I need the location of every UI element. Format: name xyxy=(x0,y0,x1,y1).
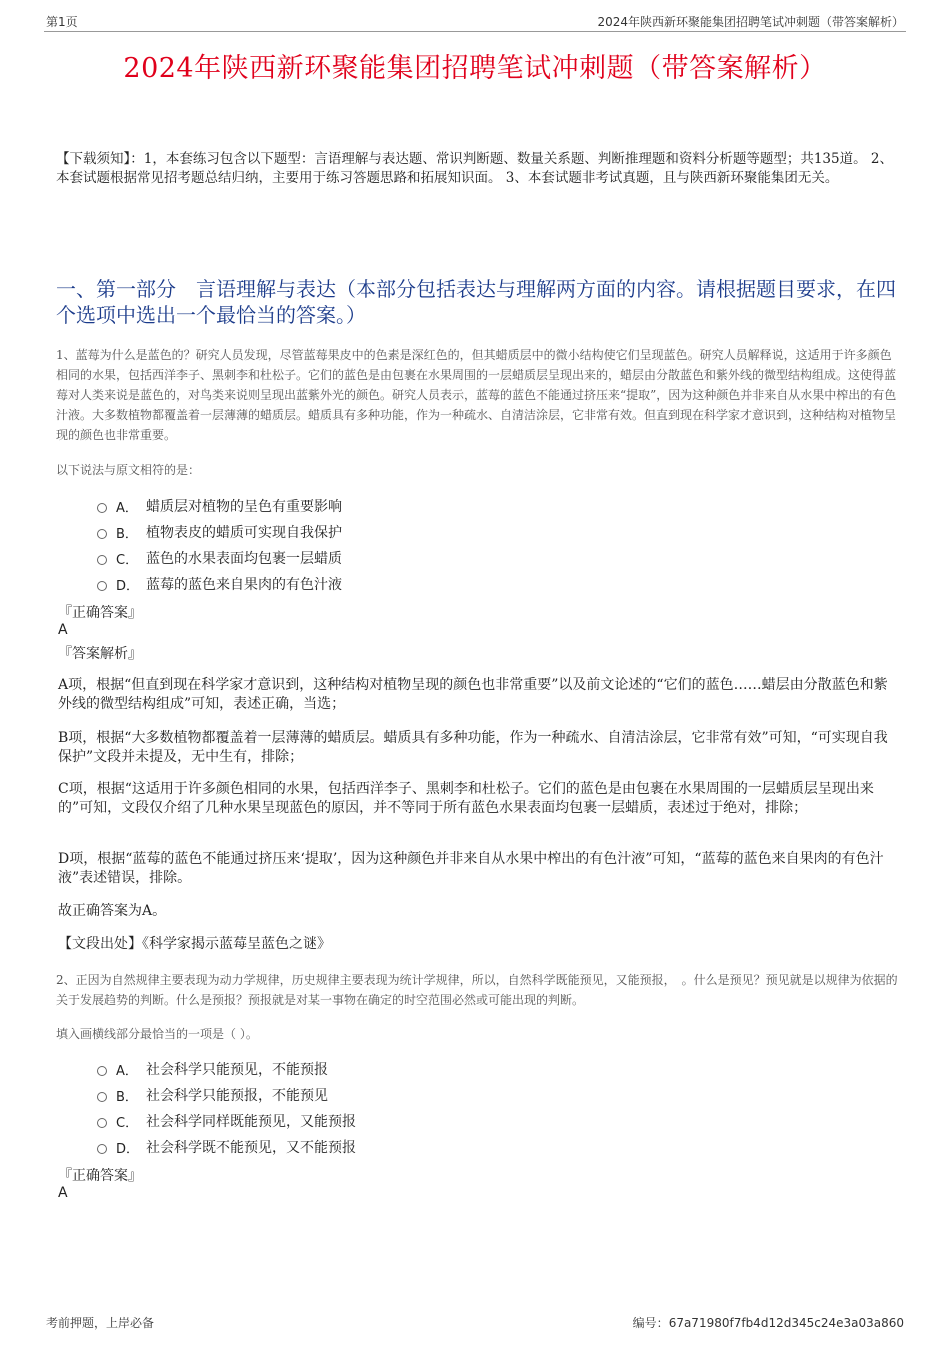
question-2-option-c[interactable]: C． 社会科学同样既能预见，又能预报 xyxy=(97,1108,356,1134)
radio-icon[interactable] xyxy=(97,1144,107,1154)
radio-icon[interactable] xyxy=(97,1092,107,1102)
question-1-option-b[interactable]: B． 植物表皮的蜡质可实现自我保护 xyxy=(97,519,342,545)
radio-icon[interactable] xyxy=(97,503,107,513)
radio-icon[interactable] xyxy=(97,529,107,539)
analysis-conclusion: 故正确答案为A。 xyxy=(58,903,167,919)
header-doc-title: 2024年陕西新环聚能集团招聘笔试冲刺题（带答案解析） xyxy=(597,15,904,29)
analysis-b: B项，根据“大多数植物都覆盖着一层薄薄的蜡质层。蜡质具有多种功能，作为一种疏水、自清洁涂层，它非常有效”可知，“可实现自我保护”文段并未提及，无中生有，排除； xyxy=(58,730,888,765)
question-1-options xyxy=(97,493,342,597)
question-1-analysis-label: 『答案解析』 xyxy=(58,646,142,662)
question-2-prompt: 填入画横线部分最恰当的一项是（ ）。 xyxy=(56,1027,258,1041)
question-1-answer-label: 『正确答案』 xyxy=(58,605,142,621)
section-title: 一、第一部分 言语理解与表达（本部分包括表达与理解两方面的内容。请根据题目要求，在四个选项中选出一个最恰当的答案。） xyxy=(56,277,896,327)
analysis-a: A项，根据“但直到现在科学家才意识到，这种结构对植物呈现的颜色也非常重要”以及前文论述的“它们的蓝色……蜡层由分散蓝色和紫外线的微型结构组成”可知，表述正确，当选； xyxy=(58,677,888,712)
radio-icon[interactable] xyxy=(97,555,107,565)
radio-icon[interactable] xyxy=(97,1066,107,1076)
question-1-answer: A xyxy=(58,622,68,638)
footer-code xyxy=(633,1314,904,1331)
footer-code-label: 编号： xyxy=(632,1316,669,1330)
download-notice: 【下载须知】：1，本套练习包含以下题型：言语理解与表达题、常识判断题、数量关系题、判断推理题和资料分析题等题型；共135道。 2、本套试题根据常见招考题总结归纳，主要用于练习答题思路和拓展知识面。 3、本套试题非考试真题，且与陕西新环聚能集团无关。 xyxy=(56,151,893,186)
question-2-answer: A xyxy=(58,1185,68,1201)
question-2-option-a[interactable]: A． 社会科学只能预见，不能预报 xyxy=(97,1056,356,1082)
question-1-option-d[interactable]: D． 蓝莓的蓝色来自果肉的有色汁液 xyxy=(97,571,342,597)
question-1-prompt: 以下说法与原文相符的是： xyxy=(56,463,201,477)
analysis-d: D项，根据“蓝莓的蓝色不能通过挤压来‘提取’，因为这种颜色并非来自从水果中榨出的有色汁液”可知，“蓝莓的蓝色来自果肉的有色汁液”表述错误，排除。 xyxy=(58,851,884,886)
footer-slogan: 考前押题，上岸必备 xyxy=(46,1316,155,1330)
radio-icon[interactable] xyxy=(97,581,107,591)
question-2-answer-label: 『正确答案』 xyxy=(58,1168,142,1184)
question-2-text: 2、正因为自然规律主要表现为动力学规律，历史规律主要表现为统计学规律，所以，自然科学既能预见，又能预报， 。什么是预见？预见就是以规律为依据的关于发展趋势的判断。什么是预报？预报就是对某一事物在确定的时空范围必然或可能出现的判断。 xyxy=(56,973,898,1007)
question-2-option-b[interactable]: B． 社会科学只能预报，不能预见 xyxy=(97,1082,356,1108)
question-1-text: 1、蓝莓为什么是蓝色的？研究人员发现，尽管蓝莓果皮中的色素是深红色的，但其蜡质层中的微小结构使它们呈现蓝色。研究人员解释说，这适用于许多颜色相同的水果，包括西洋李子、黑刺李和杜松子。它们的蓝色是由包裹在水果周围的一层蜡质层呈现出来的，蜡层由分散蓝色和紫外线的微型结构组成。这使得蓝莓对人类来说是蓝色的，对鸟类来说则呈现出蓝紫外光的颜色。研究人员表示，蓝莓的蓝色不能通过挤压来“提取”，因为这种颜色并非来自从水果中榨出的有色汁液。大多数植物都覆盖着一层薄薄的蜡质层。蜡质具有多种功能，作为一种疏水、自清洁涂层，它非常有效。但直到现在科学家才意识到，这种结构对植物呈现的颜色也非常重要。 xyxy=(56,348,897,442)
analysis-c: C项，根据“这适用于许多颜色相同的水果，包括西洋李子、黑刺李和杜松子。它们的蓝色是由包裹在水果周围的一层蜡质层呈现出来的”可知，文段仅介绍了几种水果呈现蓝色的原因，并不等同于所有蓝色水果表面均包裹一层蜡质，表述过于绝对，排除； xyxy=(58,781,874,816)
question-1-option-c[interactable]: C． 蓝色的水果表面均包裹一层蜡质 xyxy=(97,545,342,571)
page-number: 第1页 xyxy=(46,15,78,29)
question-1-option-a[interactable]: A． 蜡质层对植物的呈色有重要影响 xyxy=(97,493,342,519)
question-2-options xyxy=(97,1056,356,1160)
question-2-option-d[interactable]: D． 社会科学既不能预见，又不能预报 xyxy=(97,1134,356,1160)
footer-code-value: 67a71980f7fb4d12d345c24e3a03a860 xyxy=(668,1316,904,1330)
header-divider xyxy=(44,31,906,32)
radio-icon[interactable] xyxy=(97,1118,107,1128)
question-1-source: 【文段出处】《科学家揭示蓝莓呈蓝色之谜》 xyxy=(58,936,331,952)
page-title: 2024年陕西新环聚能集团招聘笔试冲刺题（带答案解析） xyxy=(123,53,827,84)
